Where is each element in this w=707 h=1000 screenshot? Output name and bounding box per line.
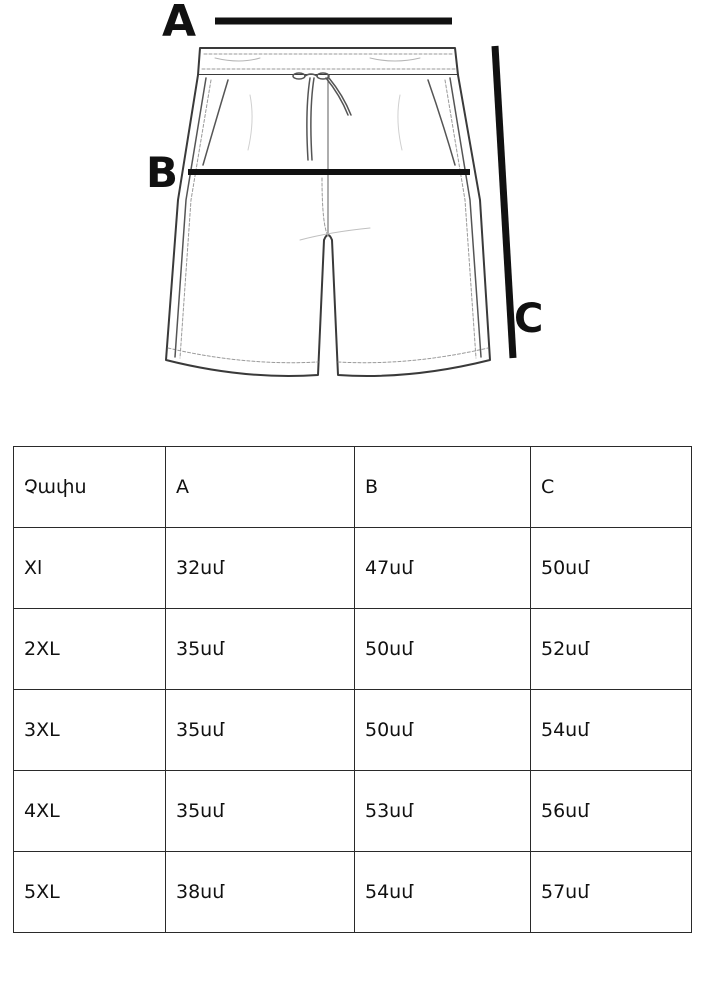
table-cell: 2XL xyxy=(14,609,166,690)
label-b: B xyxy=(146,148,179,197)
table-cell: 50սմ xyxy=(531,528,692,609)
table-header-row xyxy=(14,447,692,528)
table-cell: 38սմ xyxy=(166,852,355,933)
header-size: Չափս xyxy=(14,447,166,528)
size-chart-table xyxy=(13,446,692,933)
table-cell: 3XL xyxy=(14,690,166,771)
header-a: A xyxy=(166,447,355,528)
table-cell: 35սմ xyxy=(166,771,355,852)
table-cell: 56սմ xyxy=(531,771,692,852)
table-cell: 47սմ xyxy=(355,528,531,609)
table-row xyxy=(14,690,692,771)
table-row xyxy=(14,771,692,852)
table-row xyxy=(14,609,692,690)
header-b: B xyxy=(355,447,531,528)
label-c: C xyxy=(514,296,544,342)
table-row xyxy=(14,528,692,609)
table-cell: 35սմ xyxy=(166,609,355,690)
table-cell: 35սմ xyxy=(166,690,355,771)
table-cell: Xl xyxy=(14,528,166,609)
table-row xyxy=(14,852,692,933)
measurement-line-c xyxy=(495,46,513,358)
table-cell: 50սմ xyxy=(355,690,531,771)
table-cell: 5XL xyxy=(14,852,166,933)
label-a: A xyxy=(162,0,197,47)
shorts-measurement-diagram xyxy=(0,0,707,400)
shorts-illustration xyxy=(166,48,490,376)
table-cell: 52սմ xyxy=(531,609,692,690)
table-cell: 50սմ xyxy=(355,609,531,690)
table-cell: 57սմ xyxy=(531,852,692,933)
table-cell: 54սմ xyxy=(531,690,692,771)
header-c: C xyxy=(531,447,692,528)
table-cell: 53սմ xyxy=(355,771,531,852)
table-cell: 32սմ xyxy=(166,528,355,609)
table-cell: 4XL xyxy=(14,771,166,852)
table-cell: 54սմ xyxy=(355,852,531,933)
